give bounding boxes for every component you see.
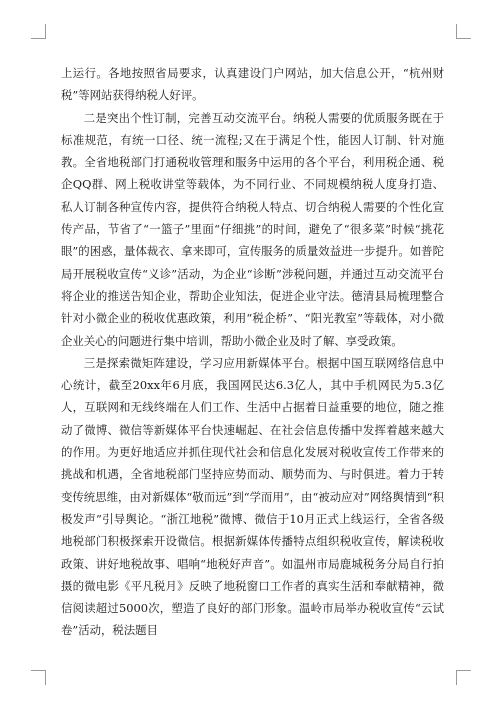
- crop-mark-bottom-right: [456, 670, 471, 685]
- crop-mark-top-right: [456, 24, 471, 39]
- crop-mark-top-left: [31, 24, 46, 39]
- paragraph-micro-matrix-new-media: 三是探索微矩阵建设，学习应用新媒体平台。根据中国互联网络信息中心统计，截至20xx年6月底，我国网民达6.3亿人，其中手机网民为5.3亿人，互联网和无线终端在人们工作、生活中占据着日益重要的地位，随之推动了微博、微信等新媒体平台快速崛起、在社会信息传播中发挥着越来越大的作用。为更好地适应并抓住现代社会和信息化发展对税收宣传工作带来的挑战和机遇，全省地税部门坚持应势而动、顺势而为、与时俱进。着力于转变传统思维，由对新媒体“敬而远”到“学而用”，由“被动应对”网络舆情到“积极发声”引导舆论。“浙江地税”微博、微信于10月正式上线运行，全省各级地税部门积极探索开设微信。根据新媒体传播特点组织税收宣传，解读税收政策、讲好地税故事、唱响“地税好声音”。如温州市局鹿城税务分局自行拍摄的微电影《平凡税月》反映了地税窗口工作者的真实生活和奉献精神，微信阅读超过5000次，塑造了良好的部门形象。温岭市局举办税收宣传“云试卷”活动，税法题目: [61, 355, 444, 638]
- crop-mark-bottom-left: [31, 670, 46, 685]
- paragraph-personalized-customization: 二是突出个性订制，完善互动交流平台。纳税人需要的优质服务既在于标准规范，有统一口径、统一流程;又在于满足个性，能因人订制、针对施教。全省地税部门打通税收管理和服务中运用的各个平台，利用税企通、税企QQ群、网上税收讲堂等载体，为不同行业、不同规模纳税人度身打造、私人订制各种宣传内容，提供符合纳税人特点、切合纳税人需要的个性化宣传产品，节省了“一篮子”里面“仔细挑”的时间，避免了“很多菜”时候“挑花眼”的困惑，量体裁衣、拿来即可，宣传服务的质量效益进一步提升。如普陀局开展税收宣传“义诊”活动，为企业“诊断”涉税问题，并通过互动交流平台将企业的推送告知企业，帮助企业知法，促进企业守法。德清县局梳理整合针对小微企业的税收优惠政策，利用“税企桥”、“阳光教室”等载体，对小微企业关心的问题进行集中培训，帮助小微企业及时了解、享受政策。: [61, 110, 444, 348]
- document-body: [61, 62, 444, 642]
- paragraph-continuation: 上运行。各地按照省局要求，认真建设门户网站，加大信息公开，“杭州财税”等网站获得纳税人好评。: [61, 66, 444, 103]
